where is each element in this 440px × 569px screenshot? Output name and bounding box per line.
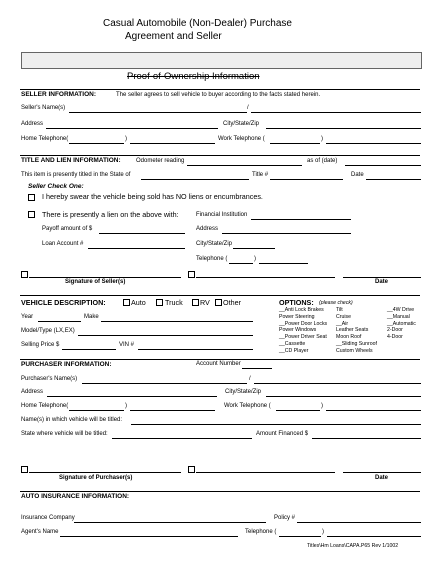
model-label: Model/Type (LX,EX) — [21, 328, 75, 334]
option-power-steering[interactable]: Power Steering — [279, 313, 315, 320]
amount-financed-field[interactable] — [312, 438, 421, 439]
seller-section-rule — [20, 89, 420, 90]
lien-address-field[interactable] — [222, 233, 351, 234]
purchaser-names-label: Purchaser's Name(s) — [21, 376, 78, 382]
payoff-label: Payoff amount of $ — [42, 226, 93, 232]
lien-tel-area-field[interactable] — [229, 263, 253, 264]
insurance-company-label: Insurance Company — [21, 515, 75, 521]
option-custom-wheels[interactable]: Custom Wheels — [336, 347, 373, 354]
titled-names-field[interactable] — [131, 424, 421, 425]
purchaser-work-paren: ) — [321, 403, 323, 409]
option-sliding-sunroof[interactable]: __Sliding Sunroof — [336, 340, 377, 347]
options-column-2 — [336, 307, 377, 355]
titled-state-field[interactable] — [141, 179, 249, 180]
options-column-1 — [279, 307, 327, 355]
seller-name1-field[interactable] — [69, 112, 247, 113]
purchaser-signature-line[interactable] — [29, 472, 181, 473]
seller-signature-line[interactable] — [29, 277, 181, 278]
seller-signature-date-label: Date — [375, 279, 389, 285]
purchaser-home-paren: ) — [125, 403, 127, 409]
purchaser-names-slash: / — [249, 376, 251, 382]
financial-institution-label: Financial Institution — [196, 212, 248, 218]
agent-name-field[interactable] — [60, 536, 238, 537]
seller-work-tel-label: Work Telephone ( — [218, 136, 265, 142]
lien-tel-paren: ) — [254, 256, 256, 262]
seller-names-label: Seller's Name(s) — [21, 105, 66, 111]
type-auto-checkbox[interactable] — [123, 299, 130, 306]
seller-work-paren: ) — [321, 136, 323, 142]
option-cruise[interactable]: Cruise — [336, 313, 351, 320]
agent-name-label: Agent's Name — [21, 529, 59, 535]
form-revision-code: Titles\Hm Loans\CAPA.P65 Rev 1/1002 — [307, 543, 399, 549]
type-auto-label: Auto — [131, 298, 146, 307]
purchaser-work-tel-field[interactable] — [326, 410, 421, 411]
insurance-heading: AUTO INSURANCE INFORMATION: — [21, 493, 130, 500]
purchaser-address-label: Address — [21, 389, 44, 395]
option-power-driver-seat[interactable]: __Power Driver Seat — [279, 334, 327, 341]
title-number-field[interactable] — [270, 179, 343, 180]
seller-home-tel-field[interactable] — [130, 143, 215, 144]
option-air[interactable]: __Air — [336, 320, 349, 327]
option-cd-player[interactable]: __CD Player — [279, 347, 309, 354]
lien-statement: There is presently a lien on the above with: — [42, 210, 179, 219]
seller-intro: The seller agrees to sell vehicle to buyer according to the facts stated herein. — [116, 92, 321, 98]
document-title-line2: Agreement and Seller — [125, 31, 222, 42]
purchaser-heading: PURCHASER INFORMATION: — [21, 361, 112, 368]
lien-telephone-label: Telephone ( — [196, 256, 228, 262]
purchaser-signature-line-2[interactable] — [196, 472, 335, 473]
seller-home-paren: ) — [125, 136, 127, 142]
titled-state-field[interactable] — [112, 438, 252, 439]
purchaser-home-tel-field[interactable] — [130, 410, 215, 411]
agent-tel-paren: ) — [322, 529, 324, 535]
purchaser-city-label: City/State/Zip — [225, 389, 262, 395]
purchaser-home-area-field[interactable] — [69, 410, 124, 411]
year-label: Year — [21, 314, 34, 320]
seller-signature-label: Signature of Seller(s) — [65, 279, 126, 285]
type-truck-label: Truck — [165, 298, 183, 307]
lien-checkbox[interactable] — [28, 211, 35, 218]
seller-home-area-field[interactable] — [69, 143, 124, 144]
make-field[interactable] — [101, 321, 253, 322]
seller-work-tel-field[interactable] — [326, 143, 421, 144]
type-truck-checkbox[interactable] — [156, 299, 163, 306]
account-number-label: Account Number — [196, 361, 241, 367]
type-rv-checkbox[interactable] — [192, 299, 199, 306]
seller-heading: SELLER INFORMATION: — [21, 91, 96, 98]
payoff-field[interactable] — [99, 233, 185, 234]
titled-in-label: This item is presently titled in the State of — [21, 172, 131, 178]
purchaser-signature-date-label: Date — [375, 475, 389, 481]
seller-city-field[interactable] — [266, 128, 421, 129]
title-section-rule — [20, 155, 420, 156]
option-automatic[interactable]: __Automatic — [387, 320, 416, 327]
seller-work-area-field[interactable] — [270, 143, 320, 144]
vehicle-section-rule — [20, 295, 420, 296]
title-number-label: Title # — [252, 172, 269, 178]
purchaser-section-rule — [20, 359, 420, 360]
agent-telephone-label: Telephone ( — [245, 529, 277, 535]
purchaser-work-area-field[interactable] — [276, 410, 320, 411]
lien-address-label: Address — [196, 226, 219, 232]
seller-names-slash: / — [247, 105, 249, 111]
insurance-section-rule — [20, 491, 420, 492]
purchaser-sig-checkbox-2[interactable] — [188, 466, 195, 473]
proof-of-ownership-title: Proof-of-Ownership Information — [127, 71, 260, 82]
seller-address-field[interactable] — [46, 128, 218, 129]
odometer-label: Odometer reading — [136, 158, 185, 164]
purchaser-name1-field[interactable] — [82, 383, 247, 384]
make-label: Make — [84, 314, 99, 320]
seller-city-label: City/State/Zip — [223, 121, 260, 127]
no-liens-checkbox[interactable] — [28, 194, 35, 201]
seller-home-tel-label: Home Telephone( — [21, 136, 69, 142]
titled-names-label: Name(s) in which vehicle will be titled: — [21, 417, 123, 423]
purchaser-home-tel-label: Home Telephone( — [21, 403, 69, 409]
seller-check-one-label: Seller Check One: — [28, 183, 84, 190]
option-tilt[interactable]: Tilt — [336, 307, 343, 313]
lien-city-field[interactable] — [233, 248, 275, 249]
purchaser-address-field[interactable] — [47, 396, 217, 397]
lien-city-label: City/State/Zip — [196, 241, 233, 247]
option-leather-seats[interactable]: Leather Seats — [336, 327, 369, 334]
seller-signature-date-line[interactable] — [343, 277, 421, 278]
amount-financed-label: Amount Financed $ — [256, 431, 309, 437]
selling-price-label: Selling Price $ — [21, 342, 60, 348]
seller-address-label: Address — [21, 121, 44, 127]
option-cassette[interactable]: __Cassette — [279, 340, 306, 347]
option-manual[interactable]: __Manual — [387, 313, 410, 320]
option-power-windows[interactable]: Power Windows — [279, 327, 317, 334]
type-other-label: Other — [223, 298, 241, 307]
option-anti-lock-brakes[interactable]: __Anti Lock Brakes — [279, 307, 324, 313]
as-of-date-label: as of (date) — [307, 158, 338, 164]
option-4-door[interactable]: 4-Door — [387, 334, 403, 341]
vin-field[interactable] — [138, 349, 253, 350]
options-heading: OPTIONS: — [279, 298, 314, 307]
seller-sig-checkbox-2[interactable] — [188, 271, 195, 278]
account-number-field[interactable] — [242, 368, 272, 369]
odometer-field[interactable] — [187, 165, 302, 166]
purchaser-sig-checkbox-1[interactable] — [21, 466, 28, 473]
title-lien-heading: TITLE AND LIEN INFORMATION: — [21, 157, 121, 164]
options-note: (please check) — [319, 300, 353, 306]
selling-price-field[interactable] — [62, 349, 116, 350]
header-shaded-box — [21, 52, 422, 69]
options-column-3 — [387, 307, 416, 341]
type-rv-label: RV — [200, 298, 210, 307]
purchaser-signature-date-line[interactable] — [343, 472, 421, 473]
title-date-label: Date — [351, 172, 364, 178]
year-field[interactable] — [38, 321, 81, 322]
document-title-line1: Casual Automobile (Non-Dealer) Purchase — [103, 18, 292, 29]
no-liens-statement: I hereby swear the vehicle being sold has NO liens or encumbrances. — [42, 192, 263, 201]
title-date-field[interactable] — [366, 179, 421, 180]
policy-number-label: Policy # — [274, 515, 296, 521]
titled-state-label: State where vehicle will be titled: — [21, 431, 108, 437]
loan-account-label: Loan Account # — [42, 241, 84, 247]
as-of-date-field[interactable] — [345, 165, 421, 166]
purchaser-signature-label: Signature of Purchaser(s) — [59, 475, 133, 481]
insurance-company-field[interactable] — [74, 522, 266, 523]
purchaser-city-field[interactable] — [266, 396, 421, 397]
purchaser-work-tel-label: Work Telephone ( — [224, 403, 271, 409]
option-4w-drive[interactable]: __4W Drive — [387, 307, 415, 313]
financial-institution-field[interactable] — [251, 219, 351, 220]
lien-tel-field[interactable] — [259, 263, 308, 264]
seller-name2-field[interactable] — [251, 112, 421, 113]
seller-signature-line-2[interactable] — [196, 277, 335, 278]
option-power-door-locks[interactable]: __Power Door Locks — [279, 320, 328, 327]
policy-number-field[interactable] — [297, 522, 421, 523]
option-moon-roof[interactable]: Moon Roof — [336, 334, 362, 341]
seller-sig-checkbox-1[interactable] — [21, 271, 28, 278]
type-other-checkbox[interactable] — [215, 299, 222, 306]
option-2-door[interactable]: 2-Door — [387, 327, 403, 334]
agent-tel-area-field[interactable] — [279, 536, 321, 537]
agent-tel-field[interactable] — [327, 536, 421, 537]
model-field[interactable] — [78, 335, 253, 336]
purchaser-name2-field[interactable] — [254, 383, 421, 384]
loan-account-field[interactable] — [88, 248, 185, 249]
vehicle-heading: VEHICLE DESCRIPTION: — [21, 298, 106, 307]
vin-label: VIN # — [119, 342, 135, 348]
